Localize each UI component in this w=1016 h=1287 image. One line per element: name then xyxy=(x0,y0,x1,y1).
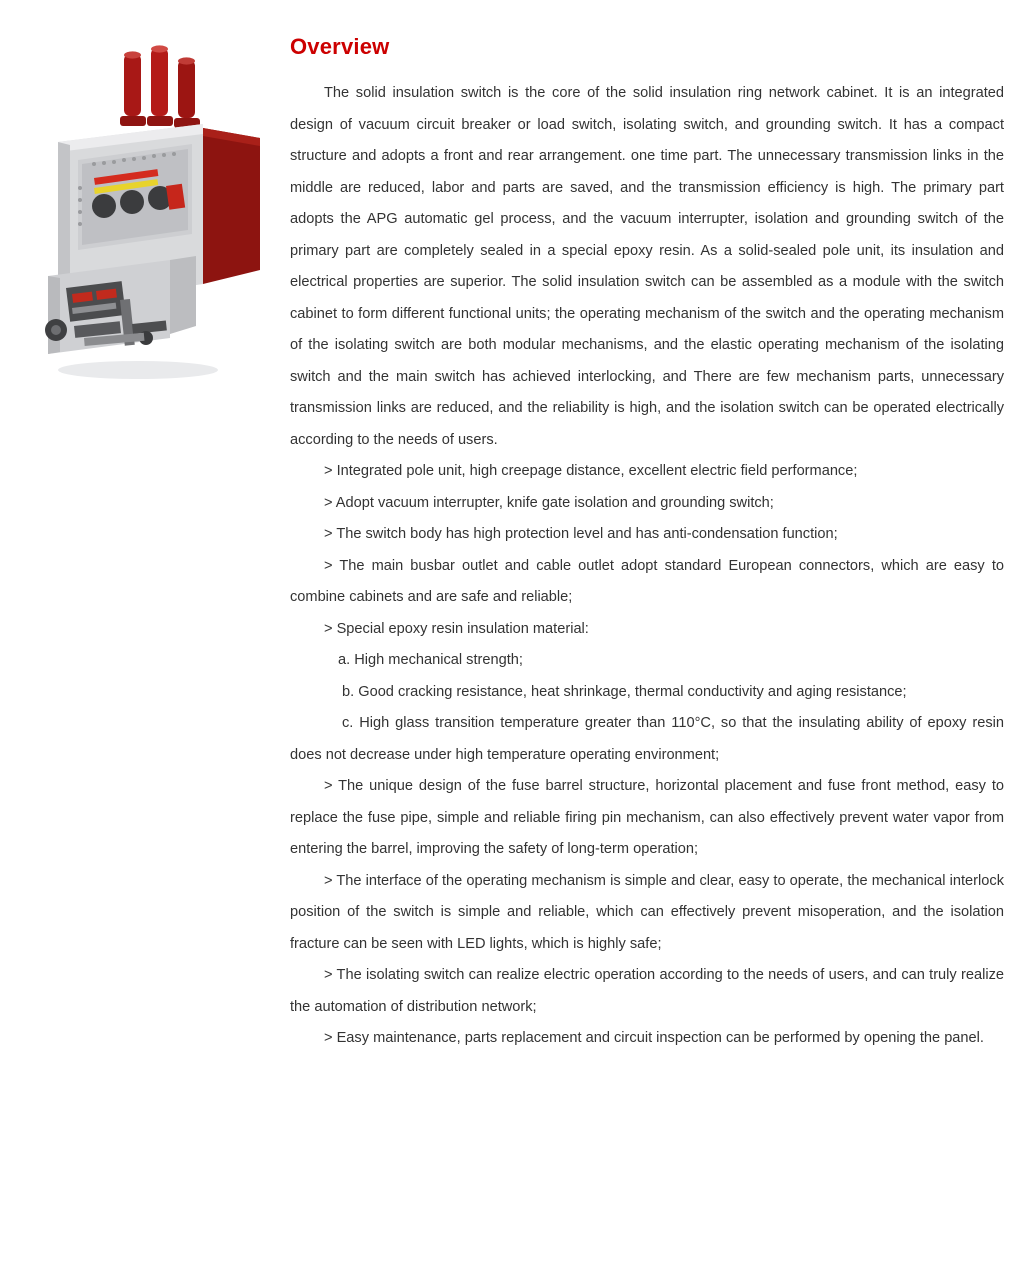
switch-illustration xyxy=(20,38,270,383)
bullet-item: > The interface of the operating mechanism is simple and clear, easy to operate, the mechanical interlock position of the switch is simple and reliable, which can effectively prevent misoperation, and the isolation fracture can be seen with LED lights, which is highly safe; xyxy=(290,872,1004,952)
bushing-group xyxy=(120,45,200,128)
figure-column xyxy=(0,0,290,1287)
bullet-sub-item: a. High mechanical strength; xyxy=(338,652,523,668)
bullet-sub-item: b. Good cracking resistance, heat shrinkage, thermal conductivity and aging resistance; xyxy=(342,683,907,700)
bullet-item: > Easy maintenance, parts replacement and circuit inspection can be performed by opening the panel. xyxy=(324,1030,984,1046)
overview-paragraph: The solid insulation switch is the core of the solid insulation ring network cabinet. It is an integrated design of vacuum circuit breaker or load switch, isolating switch, and grounding switch. It has a compact structure and adopts a front and rear arrangement. one time part. The unnecessary transmission links in the middle are reduced, labor and parts are saved, and the transmission efficiency is high. The primary part adopts the APG automatic gel process, and the vacuum interrupter, isolation and grounding switch of the primary part are completely sealed in a special epoxy resin. As a solid-sealed pole unit, its insulation and electrical properties are superior. The solid insulation switch can be assembled as a module with the switch cabinet to form different functional units; the operating mechanism of the switch and the operating mechanism of the isolating switch are both modular mechanisms, and the elastic operating mechanism of the isolating switch and the main switch has achieved interlocking, and There are few mechanism parts, unnecessary transmission links are reduced, and the reliability is high, and the isolation switch can be operated electrically according to the needs of users. xyxy=(290,85,1004,448)
bullet-item: > Adopt vacuum interrupter, knife gate isolation and grounding switch; xyxy=(324,494,774,511)
page-title: Overview xyxy=(290,34,390,59)
product-photo xyxy=(20,38,270,378)
bullet-item: > Integrated pole unit, high creepage distance, excellent electric field performance; xyxy=(324,463,858,479)
bullet-item: > Special epoxy resin insulation material: xyxy=(324,620,589,637)
bullet-item: > The main busbar outlet and cable outlet adopt standard European connectors, which are easy to combine cabinets and are safe and reliable; xyxy=(290,557,1004,605)
text-column xyxy=(290,0,1016,1287)
bullet-item: > The switch body has high protection level and has anti-condensation function; xyxy=(324,526,838,542)
bullet-item: > The isolating switch can realize electric operation according to the needs of users, and can truly realize the automation of distribution network; xyxy=(290,967,1004,1015)
bullet-sub-item: c. High glass transition temperature greater than 110°C, so that the insulating ability of epoxy resin does not decrease under high temperature operating environment; xyxy=(290,715,1004,763)
bullet-item: > The unique design of the fuse barrel structure, horizontal placement and fuse front method, easy to replace the fuse pipe, simple and reliable firing pin mechanism, can also effectively prevent water vapor from entering the barrel, improving the safety of long-term operation; xyxy=(290,778,1004,857)
